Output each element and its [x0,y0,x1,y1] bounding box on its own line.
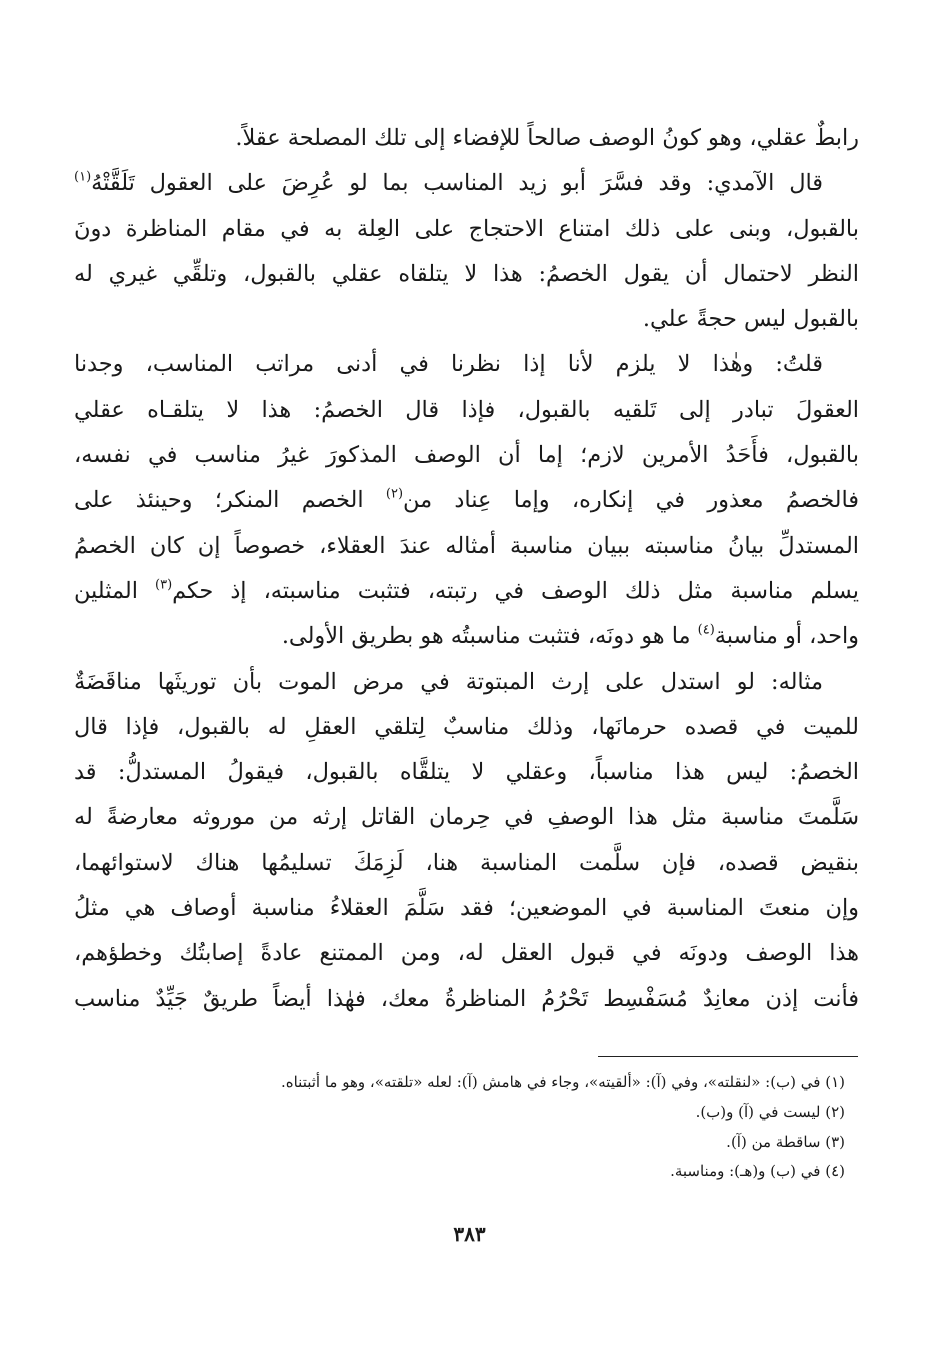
footnote-1: (١) في (ب): «لنقلته»، وفي (آ): «ألقيته»، وجاء في هامش (آ): لعله «تلقته»، وهو ما أثبتناه. [280,1073,845,1091]
text-line [74,614,859,659]
footnote-4: (٤) في (ب) و(هـ): ومناسبة. [670,1162,845,1181]
text-line: قلتُ: وهٰذا لا يلزم لأنا إذا نظرنا في أدنى مراتب المناسب، وجدنا [74,351,823,378]
paragraph [74,342,859,659]
footnote-2: (٢) ليست في (آ) و(ب). [695,1102,845,1121]
text-line: الخصمُ: ليس هذا مناسباً، وعقلي لا يتلقَّاه بالقبول، فيقولُ المستدلُّ: قد [74,759,859,786]
footnote-marker: (٢) [385,486,404,502]
text-line: العقولَ تبادر إلى تَلقيه بالقبول، فإذا قال الخصمُ: هذا لا يتلقـاه عقلي [74,396,859,423]
text-line: للميت في قصده حرمانَها، وذلك مناسبٌ لِتلقي العقلِ له بالقبول، فإذا قال [74,713,859,740]
text-segment: فالخصمُ معذور في إنكاره، وإما عِناد من [403,487,859,514]
main-text [74,116,859,1022]
text-line: بالقبول، فأَحَدُ الأمرين لازم؛ إما أن الوصف المذكورَ غيرُ مناسب في نفسه، [74,442,859,469]
text-segment: الخصم المنكر؛ وحينئذ على [74,487,386,514]
text-segment: واحد، أو مناسبة [714,623,859,650]
text-segment: ما هو دونَه، فتثبت مناسبتُه هو بطريق الأولى. [281,623,698,650]
text-line [74,161,859,206]
paragraph [74,161,859,342]
footnote-marker: (١) [74,169,92,185]
text-line [74,569,859,614]
paragraph [74,660,859,1022]
text-line: سَلَّمتَ مناسبة مثل هذا الوصفِ في حِرمان القاتل إرثه من موروثه معارضةً له [74,804,859,831]
text-line: وإن منعتَ المناسبة في الموضعين؛ فقد سَلَّمَ العقلاءُ مناسبة أوصاف هي مثلُ [74,895,859,922]
footnote-marker: (٣) [155,577,173,593]
text-segment: يسلم مناسبة مثل ذلك الوصف في رتبته، فتثبت مناسبته، إذ حكم [172,577,859,604]
text-line [74,478,859,523]
footnote-divider [598,1056,858,1057]
text-line: رابطٌ عقلي، وهو كونُ الوصف صالحاً للإفضاء إلى تلك المصلحة عقلاً. [235,125,859,151]
text-line: بالقبول ليس حجةً علي. [642,306,859,333]
text-line: بنقيض قصده، فإن سلَّمت المناسبة هنا، لَزِمَكَ تسليمُها هناك لاستوائهما، [74,849,859,876]
text-line: مثاله: لو استدل على إرث المبتوتة في مرض الموت بأن توريثَها مناقَضَةٌ [74,668,823,695]
text-segment: قال الآمدي: وقد فسَّرَ أبو زيد المناسب بما لو عُرِضَ على العقول تَلَقَّتْهُ [91,170,823,197]
text-line: بالقبول، وبنى على ذلك امتناع الاحتجاج على العِلة به في مقام المناظرة دونَ [74,215,859,242]
paragraph [74,116,859,161]
footnote-3: (٣) ساقطة من (آ). [726,1132,845,1151]
footnote-marker: (٤) [697,622,715,638]
text-line: هذا الوصف ودونَه في قبول العقل له، ومن الممتنع عادةً إصابتُك وخطؤهم، [74,940,859,967]
text-line: فأنت إذن معانِدٌ مُسَفْسِط تَحْرُمُ المناظرةُ معك، فهٰذا أيضاً طريقٌ جَيِّدٌ مناسب [74,985,859,1012]
page-number: ٣٨٣ [453,1222,486,1246]
text-line: النظر لاحتمال أن يقول الخصمُ: هذا لا يتلقاه عقلي بالقبول، وتلقِّي غيري له [74,260,859,287]
text-line: المستدلِّ بيانُ مناسبته ببيان مناسبة أمثاله عندَ العقلاء، خصوصاً إن كان الخصمُ [74,532,859,559]
text-segment: المثلين [74,577,156,604]
footnotes [85,1068,845,1187]
